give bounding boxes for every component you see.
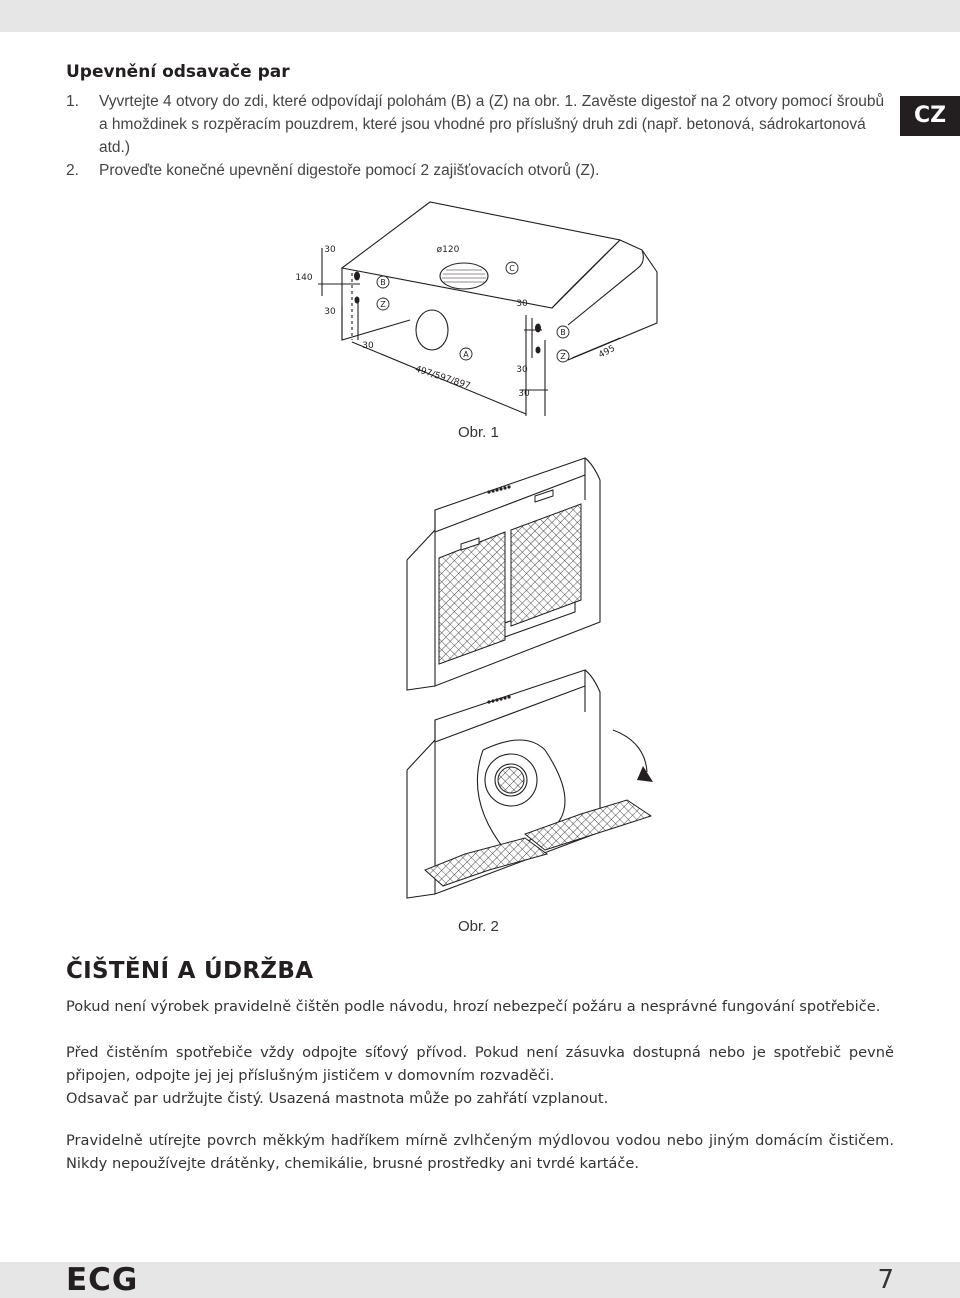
figure2-caption: Obr. 2 <box>458 918 499 935</box>
label-z-left: Z <box>380 300 386 309</box>
label-30-bottom-left: 30 <box>362 341 374 351</box>
label-30-right: 30 <box>516 365 528 375</box>
cleaning-title: ČIŠTĚNÍ A ÚDRŽBA <box>66 958 314 984</box>
cleaning-paragraph-1: Pokud není výrobek pravidelně čištěn podle návodu, hrozí nebezpečí požáru a nesprávné fungování spotřebiče. <box>66 998 881 1015</box>
mounting-title: Upevnění odsavače par <box>66 62 290 82</box>
label-c: C <box>509 264 515 273</box>
figure-mounting-diagram <box>280 190 680 425</box>
hood-front-edge <box>552 240 643 325</box>
grease-filter-open-left <box>425 838 547 886</box>
step-number: 2. <box>66 162 79 179</box>
label-30-left: 30 <box>324 307 336 317</box>
grease-filter-left <box>439 532 505 664</box>
rotation-arrow <box>613 730 647 772</box>
label-a: A <box>463 350 469 359</box>
label-140: 140 <box>295 273 313 283</box>
top-bar <box>0 0 960 32</box>
hole-z-right <box>536 347 541 354</box>
grease-filter-right <box>511 504 581 626</box>
cleaning-paragraph-3: Odsavač par udržujte čistý. Usazená mastnota může po zahřátí vzplanout. <box>66 1090 609 1107</box>
page-number: 7 <box>877 1265 894 1295</box>
cleaning-paragraph-2: Před čistěním spotřebiče vždy odpojte síťový přívod. Pokud není zásuvka dostupná nebo je spotřebič pevně připojen, odpojte jej jej příslušným jističem v domovním rozvaděči. <box>66 1044 894 1084</box>
label-depth: 495 <box>597 343 617 361</box>
brand-logo: ECG <box>66 1262 139 1298</box>
hole-b-right <box>535 324 541 333</box>
step-number: 1. <box>66 93 79 110</box>
mounting-step-1 <box>66 90 894 159</box>
step-text: Vyvrtejte 4 otvory do zdi, které odpovídají polohám (B) a (Z) na obr. 1. Zavěste digestoř na 2 otvory pomocí šroubů a hmoždinek s rozpěracím pouzdrem, které jsou vhodné pro příslušný druh zdi (např. betonová, sádrokartonová atd.) <box>99 93 885 156</box>
label-width: 497/597/897 <box>413 364 472 392</box>
language-tab: CZ <box>900 96 960 136</box>
fan-grille <box>498 767 524 793</box>
outlet-circle <box>440 263 488 289</box>
bottom-bar <box>0 1262 960 1298</box>
label-z-right: Z <box>560 352 566 361</box>
grease-filter-open-right <box>525 800 651 850</box>
figure1-caption: Obr. 1 <box>458 424 499 441</box>
hole-z-left <box>355 297 360 304</box>
label-b-right: B <box>560 328 566 337</box>
mounting-steps <box>66 90 894 182</box>
step-text: Proveďte konečné upevnění digestoře pomocí 2 zajišťovacích otvorů (Z). <box>99 162 600 179</box>
label-30-top: 30 <box>324 245 336 255</box>
hood-side-panel <box>568 250 657 360</box>
label-b-left: B <box>380 278 386 287</box>
hole-b-left <box>354 272 360 281</box>
figure-filter-removal <box>395 450 665 930</box>
label-30-right-bottom: 30 <box>518 389 530 399</box>
hood-top-panel <box>342 202 620 308</box>
motor-outline <box>416 310 448 350</box>
cleaning-paragraph-4: Pravidelně utírejte povrch měkkým hadříkem mírně zvlhčeným mýdlovou vodou nebo jiným domácím čističem. Nikdy nepoužívejte drátěnky, chemikálie, brusné prostředky ani tvrdé kartáče. <box>66 1132 894 1172</box>
label-30-mid: 30 <box>516 299 528 309</box>
mounting-step-2 <box>66 159 894 182</box>
label-d120: ø120 <box>436 245 460 255</box>
